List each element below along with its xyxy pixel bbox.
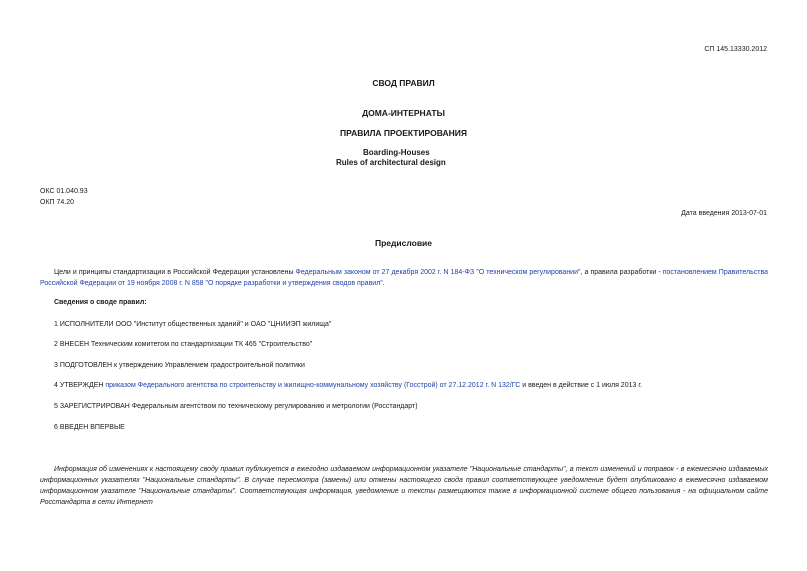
list-item-3: 3 ПОДГОТОВЛЕН к утверждению Управлением градостроительной политики: [54, 362, 305, 369]
gosstroy-order-link[interactable]: приказом Федерального агентства по строительству и жилищно-коммунальному хозяйству (Госстрой) от 27.12.2012 г. N 132/ГС: [105, 382, 521, 389]
list-item-4-suffix: и введен в действие с 1 июля 2013 г.: [520, 382, 642, 389]
government-decree-link[interactable]: постановлением Правительства Российской Федерации от 19 ноября 2008 г. N 858 "О порядке разработки и утверждения сводов правил": [40, 269, 768, 287]
introduction-date: Дата введения 2013-07-01: [681, 210, 767, 217]
federal-law-link[interactable]: Федеральным законом от 27 декабря 2002 г. N 184-ФЗ "О техническом регулировании": [295, 269, 581, 276]
list-item-2: 2 ВНЕСЕН Техническим комитетом по стандартизации ТК 465 "Строительство": [54, 341, 313, 348]
oks-code: ОКС 01.040.93: [40, 188, 88, 195]
list-item-1: 1 ИСПОЛНИТЕЛИ ООО "Институт общественных зданий" и ОАО "ЦНИИЭП жилища": [54, 321, 332, 328]
list-item-5: 5 ЗАРЕГИСТРИРОВАН Федеральным агентством по техническому регулированию и метрологии (Росстандарт): [54, 403, 418, 410]
list-item-4-prefix: 4 УТВЕРЖДЕН: [54, 382, 106, 389]
list-item-4: [54, 382, 642, 389]
intro-text-3: .: [382, 280, 385, 287]
okp-code: ОКП 74.20: [40, 199, 75, 206]
title-subject: ДОМА-ИНТЕРНАТЫ: [362, 108, 445, 118]
info-paragraph: Информация об изменениях к настоящему своду правил публикуется в ежегодно издаваемом информационном указателе "Национальные стандарты", а текст изменений и поправок - в ежемесячно издаваемых информационных указателях "Национальные стандарты". В случае пересмотра (замены) или отмены настоящего свода правил соответствующее уведомление будет опубликовано в ежемесячно издаваемом информационном указателе "Национальные стандарты". Соответствующая информация, уведомление и тексты размещаются также в информационной системе общего пользования - на официальном сайте Росстандарта в сети Интернет: [40, 466, 768, 506]
title-rules: ПРАВИЛА ПРОЕКТИРОВАНИЯ: [340, 128, 467, 138]
intro-text-1: Цели и принципы стандартизации в Российской Федерации установлены: [54, 269, 296, 276]
document-code: СП 145.13330.2012: [704, 46, 767, 53]
title-english-1: Boarding-Houses: [363, 148, 430, 157]
intro-text-2: , а правила разработки -: [580, 269, 663, 276]
preface-heading: Предисловие: [374, 238, 433, 248]
title-english-2: Rules of architectural design: [336, 158, 446, 167]
list-item-6: 6 ВВЕДЕН ВПЕРВЫЕ: [54, 424, 125, 431]
title-main: СВОД ПРАВИЛ: [372, 78, 435, 88]
info-heading: Сведения о своде правил:: [54, 299, 147, 306]
intro-paragraph: [40, 267, 768, 289]
